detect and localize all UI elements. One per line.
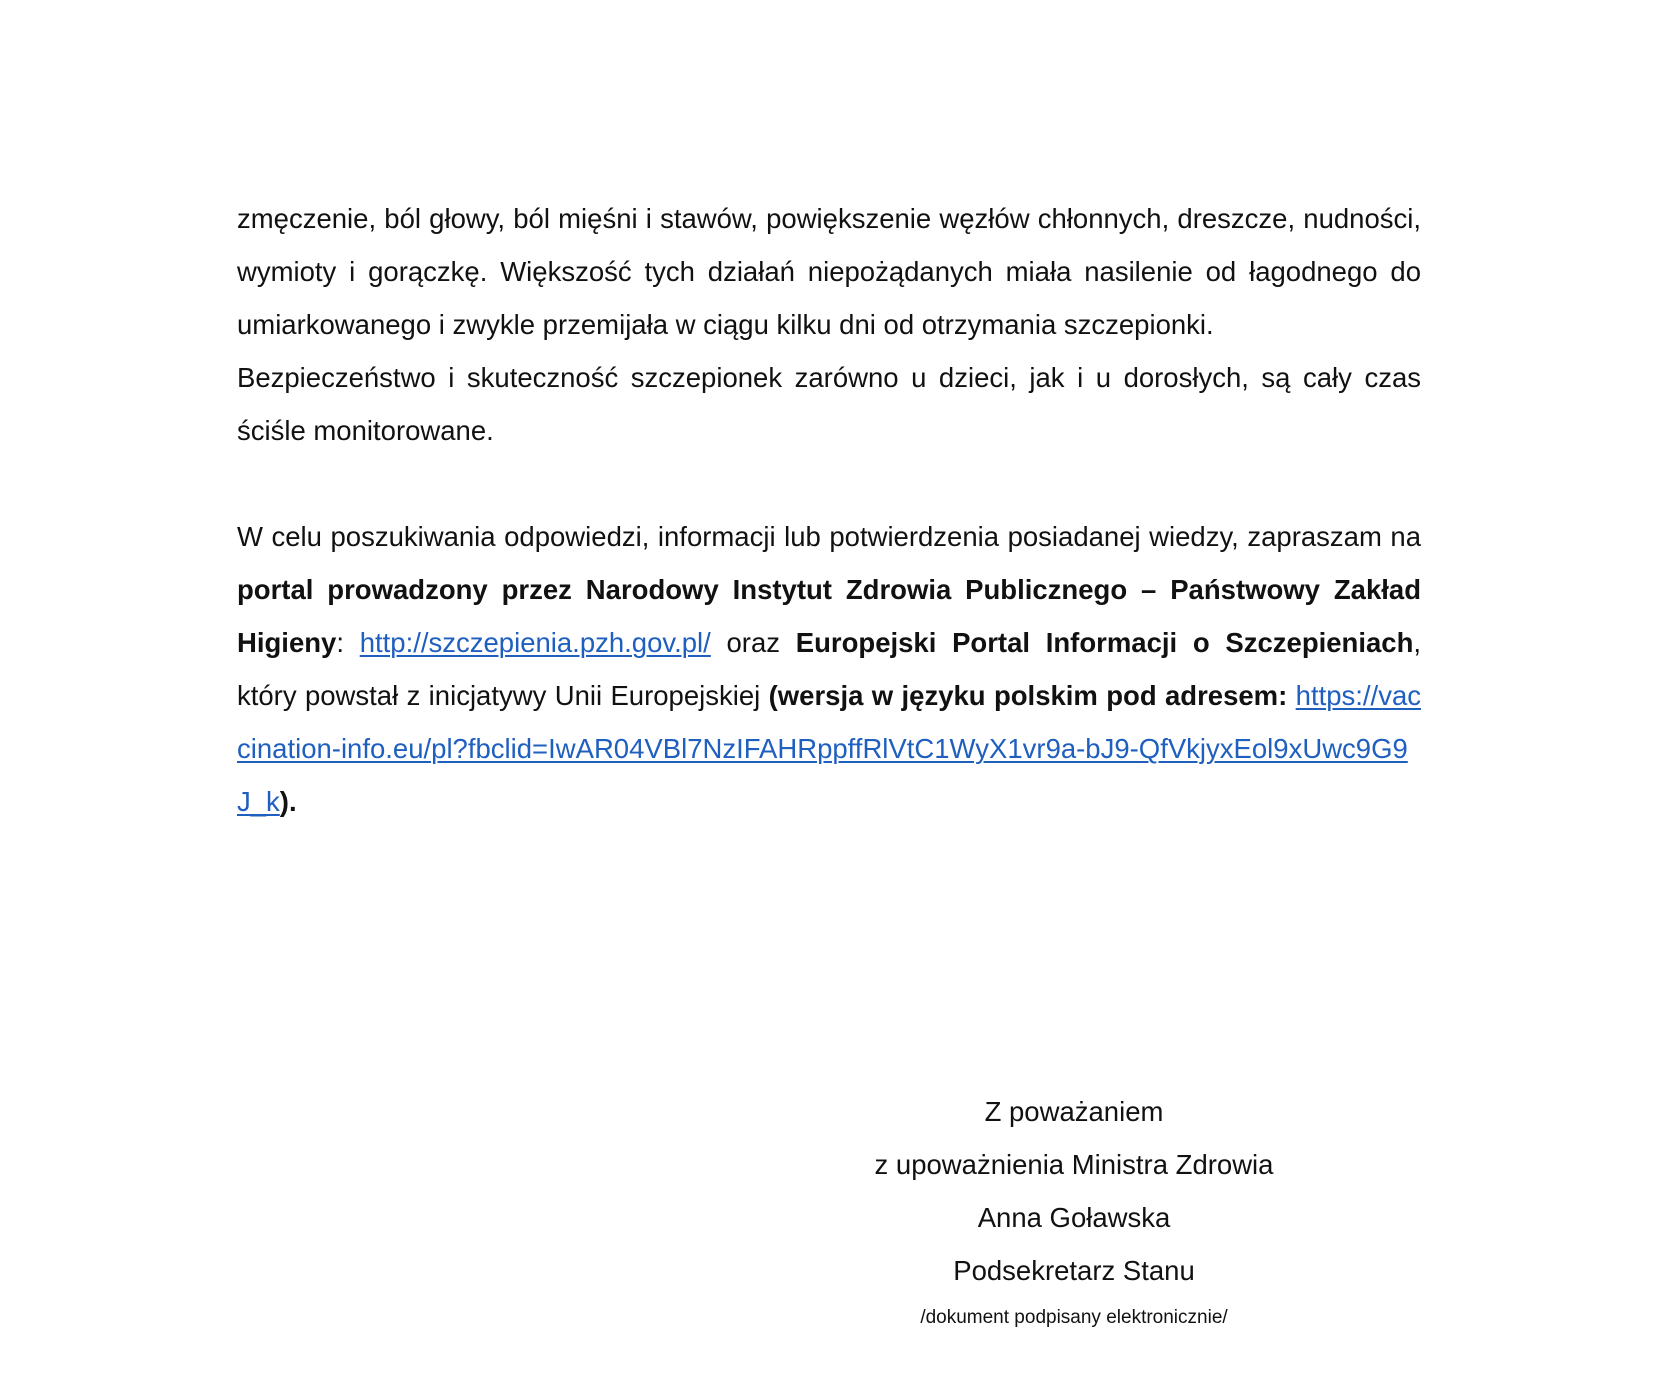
- signatory-authority: z upoważnienia Ministra Zdrowia: [874, 1149, 1274, 1180]
- signatory-position: Podsekretarz Stanu: [953, 1255, 1195, 1286]
- pzh-portal-link[interactable]: http://szczepienia.pzh.gov.pl/: [359, 627, 711, 658]
- eu-portal-name: Europejski Portal Informacji o Szczepieniach: [795, 627, 1414, 658]
- polish-version-label: (wersja w języku polskim pod adresem:: [768, 680, 1296, 711]
- eu-initiative-text: , który powstał z inicjatywy Unii Europejskiej: [237, 627, 1422, 711]
- eu-portal-link[interactable]: https://vaccination-info.eu/pl?fbclid=IwAR04VBl7NzIFAHRppffRlVtC1WyX1vr9a-bJ9-QfVkjyxEol9xUwc9G9J_k: [237, 680, 1421, 817]
- paragraph-side-effects: zmęczenie, ból głowy, ból mięśni i stawów, powiększenie węzłów chłonnych, dreszcze, nudności, wymioty i gorączkę. Większość tych działań niepożądanych miała nasilenie od łagodnego do umiarkowanego i zwykle przemijała w ciągu kilku dni od otrzymania szczepionki.: [237, 203, 1421, 340]
- colon-text: :: [336, 627, 360, 658]
- signature-block: [760, 1085, 1388, 1335]
- paragraph-monitoring: Bezpieczeństwo i skuteczność szczepionek zarówno u dzieci, jak i u dorosłych, są cały czas ściśle monitorowane.: [237, 362, 1421, 446]
- signatory-name: Anna Goławska: [977, 1202, 1171, 1233]
- paragraph-gap: [237, 457, 1421, 510]
- letter-body: [237, 192, 1421, 828]
- pzh-portal-name: portal prowadzony przez Narodowy Instytut Zdrowia Publicznego – Państwowy Zakład Higieny: [237, 574, 1421, 658]
- electronic-signature-note: /dokument podpisany elektronicznie/: [920, 1307, 1228, 1328]
- closing-paren: ).: [279, 786, 297, 817]
- oraz-text: oraz: [710, 627, 796, 658]
- portals-intro-text: W celu poszukiwania odpowiedzi, informacji lub potwierdzenia posiadanej wiedzy, zapraszam na: [237, 521, 1421, 552]
- paragraph-portals: [237, 510, 1421, 828]
- closing-salutation: Z poważaniem: [984, 1096, 1164, 1127]
